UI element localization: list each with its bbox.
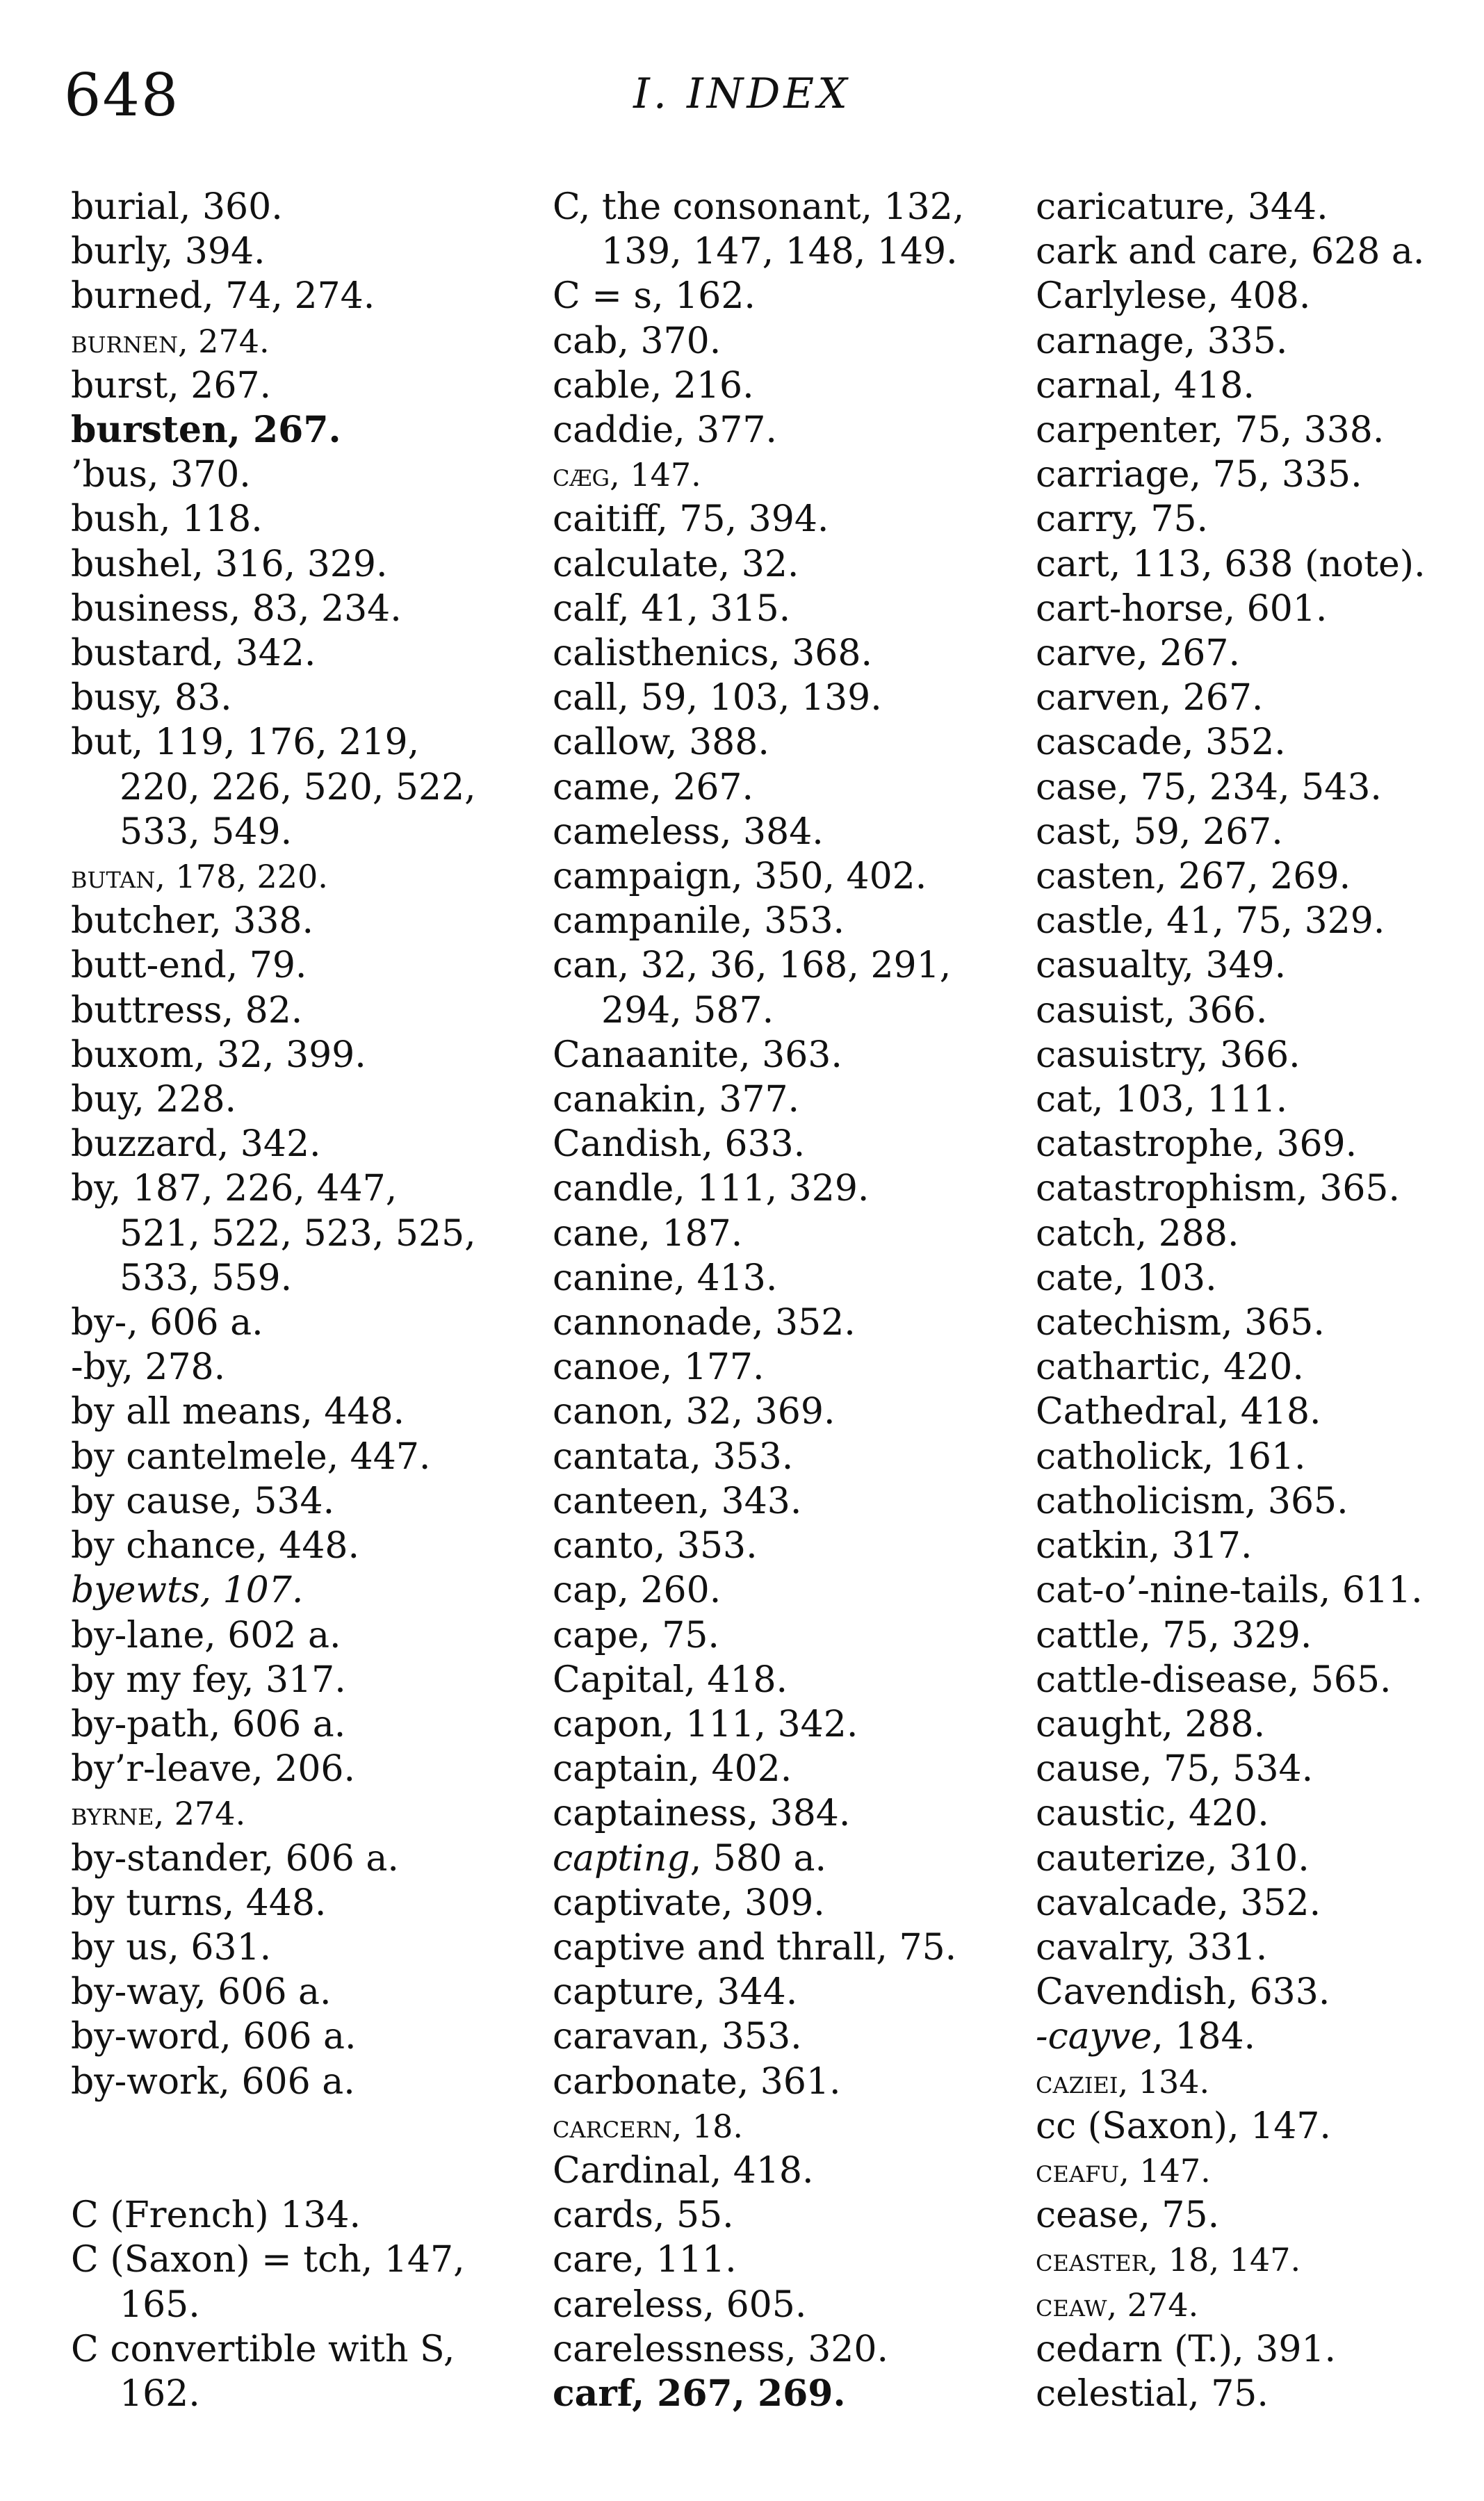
index-entry: carve, 267. (1036, 633, 1240, 675)
index-column-3 (1036, 185, 1467, 2416)
index-entry: catkin, 317. (1036, 1525, 1253, 1567)
index-entry: carelessness, 320. (553, 2328, 889, 2370)
index-entry: by all means, 448. (71, 1391, 405, 1433)
running-head: I. INDEX (633, 70, 851, 118)
index-entry: 162. (120, 2372, 200, 2415)
index-entry: casuist, 366. (1036, 989, 1268, 1032)
index-entry: capture, 344. (553, 1971, 798, 2014)
index-entry: butcher, 338. (71, 900, 314, 943)
index-entry: cause, 75, 534. (1036, 1748, 1314, 1791)
index-entry: by turns, 448. (71, 1882, 327, 1924)
index-entry: C convertible with S, (71, 2328, 455, 2370)
index-entry: C (French) 134. (71, 2194, 361, 2237)
index-entry: by-path, 606 a. (71, 1703, 346, 1745)
index-entry: careless, 605. (553, 2283, 807, 2326)
index-entry: but, 119, 176, 219, (71, 722, 420, 764)
index-entry: burst, 267. (71, 364, 272, 407)
index-entry: bushel, 316, 329. (71, 543, 388, 585)
index-entry: buy, 228. (71, 1079, 237, 1121)
index-entry: C, the consonant, 132, (553, 186, 965, 228)
index-entry: by, 187, 226, 447, (71, 1168, 398, 1210)
index-entry: catch, 288. (1036, 1212, 1239, 1255)
index-entry: case, 75, 234, 543. (1036, 766, 1382, 808)
index-entry: cape, 75. (553, 1614, 719, 1656)
index-entry: calisthenics, 368. (553, 633, 873, 675)
index-entry: caddie, 377. (553, 409, 777, 452)
index-entry: byrne, 274. (71, 1795, 246, 1833)
index-entry: by-lane, 602 a. (71, 1614, 341, 1656)
index-entry: cart, 113, 638 (note). (1036, 543, 1426, 585)
index-entry: cantata, 353. (553, 1435, 794, 1478)
index-entry: came, 267. (553, 766, 754, 808)
index-entry: -by, 278. (71, 1346, 226, 1389)
index-entry: by-way, 606 a. (71, 1971, 332, 2014)
index-entry: bustard, 342. (71, 633, 316, 675)
index-entry: Canaanite, 363. (553, 1034, 842, 1076)
index-entry: cark and care, 628 a. (1036, 231, 1425, 273)
index-entry: cascade, 352. (1036, 722, 1286, 764)
index-entry: calf, 41, 315. (553, 587, 791, 630)
index-entry: by-, 606 a. (71, 1302, 263, 1344)
index-entry: cat-o’-nine-tails, 611. (1036, 1570, 1423, 1612)
index-entry: bush, 118. (71, 498, 263, 541)
index-entry: catastrophe, 369. (1036, 1123, 1357, 1166)
index-entry: cavalcade, 352. (1036, 1882, 1321, 1924)
index-entry: burnen, 274. (71, 322, 270, 360)
index-entry: C (Saxon) = tch, 147, (71, 2239, 465, 2281)
index-entry-italic-term: capting (553, 1837, 690, 1880)
blank-line (71, 2104, 502, 2149)
index-entry: by chance, 448. (71, 1525, 360, 1567)
index-entry: canakin, 377. (553, 1079, 800, 1121)
index-entry: 533, 559. (120, 1257, 293, 1299)
index-column-1 (71, 185, 502, 2416)
index-entry: cannonade, 352. (553, 1302, 856, 1344)
index-column-2 (553, 185, 997, 2416)
index-entry: cable, 216. (553, 364, 754, 407)
index-entry: celestial, 75. (1036, 2372, 1269, 2415)
index-entry: cattle, 75, 329. (1036, 1614, 1312, 1656)
index-entry: cauterize, 310. (1036, 1837, 1310, 1880)
index-entry: by-stander, 606 a. (71, 1837, 399, 1880)
index-entry: butt-end, 79. (71, 945, 307, 987)
index-entry: Cavendish, 633. (1036, 1971, 1330, 2014)
page-number: 648 (64, 61, 180, 129)
index-entry: C = s, 162. (553, 275, 756, 318)
index-entry: carbonate, 361. (553, 2060, 841, 2103)
index-entry: carpenter, 75, 338. (1036, 409, 1385, 452)
index-entry: busy, 83. (71, 677, 232, 719)
index-entry: cavalry, 331. (1036, 1926, 1268, 1969)
index-entry: 533, 549. (120, 810, 293, 853)
index-entry: 294, 587. (601, 989, 774, 1032)
index-entry: candle, 111, 329. (553, 1168, 870, 1210)
index-entry: 220, 226, 520, 522, (120, 766, 476, 808)
index-entry: ceafu, 147. (1036, 2151, 1211, 2190)
index-entry: catholicism, 365. (1036, 1480, 1348, 1522)
index-entry: canon, 32, 369. (553, 1391, 835, 1433)
index-entry: carven, 267. (1036, 677, 1264, 719)
index-entry: butan, 178, 220. (71, 858, 328, 896)
index-entry-references: , 184. (1152, 2016, 1256, 2058)
index-entry: business, 83, 234. (71, 587, 402, 630)
index-entry: captivate, 309. (553, 1882, 825, 1924)
index-entry: by-word, 606 a. (71, 2016, 357, 2058)
index-entry: care, 111. (553, 2239, 737, 2281)
index-entry: caustic, 420. (1036, 1793, 1269, 1835)
index-entry (553, 1836, 997, 1881)
index-entry: burly, 394. (71, 231, 266, 273)
index-entry: burned, 74, 274. (71, 275, 375, 318)
index-entry: calculate, 32. (553, 543, 799, 585)
index-entry: by us, 631. (71, 1926, 272, 1969)
index-entry: can, 32, 36, 168, 291, (553, 945, 952, 987)
index-entry: by my fey, 317. (71, 1659, 346, 1701)
index-entry: cards, 55. (553, 2194, 734, 2237)
index-entry: carriage, 75, 335. (1036, 454, 1362, 496)
index-entry: carf, 267, 269. (553, 2372, 846, 2415)
index-entry: Cardinal, 418. (553, 2149, 814, 2192)
index-entry: catechism, 365. (1036, 1302, 1325, 1344)
index-entry: 139, 147, 148, 149. (601, 231, 958, 273)
index-entry: burial, 360. (71, 186, 283, 228)
index-entry: call, 59, 103, 139. (553, 677, 882, 719)
index-entry: Capital, 418. (553, 1659, 788, 1701)
index-entry: cc (Saxon), 147. (1036, 2105, 1331, 2147)
index-entry: cast, 59, 267. (1036, 810, 1283, 853)
index-entry: caricature, 344. (1036, 186, 1328, 228)
index-entry: carnage, 335. (1036, 320, 1288, 362)
index-entry: casuistry, 366. (1036, 1034, 1300, 1076)
index-entry: cab, 370. (553, 320, 721, 362)
index-entry: canto, 353. (553, 1525, 758, 1567)
index-entry: buttress, 82. (71, 989, 303, 1032)
index-entry: catastrophism, 365. (1036, 1168, 1401, 1210)
index-entry (1036, 2014, 1467, 2059)
index-entry: canteen, 343. (553, 1480, 802, 1522)
index-entry: Carlylese, 408. (1036, 275, 1311, 318)
index-entry: catholick, 161. (1036, 1435, 1306, 1478)
index-entry: buzzard, 342. (71, 1123, 321, 1166)
index-entry: castle, 41, 75, 329. (1036, 900, 1385, 943)
index-entry: buxom, 32, 399. (71, 1034, 366, 1076)
index-entry: cæg, 147. (553, 456, 701, 494)
index-entry: caziei, 134. (1036, 2062, 1210, 2101)
index-entry: cate, 103. (1036, 1257, 1217, 1299)
index-entry: captive and thrall, 75. (553, 1926, 957, 1969)
index-entry: callow, 388. (553, 722, 769, 764)
index-entry: cat, 103, 111. (1036, 1079, 1288, 1121)
index-entry-references: , 580 a. (690, 1837, 827, 1880)
index-entry: carry, 75. (1036, 498, 1209, 541)
index-entry: cameless, 384. (553, 810, 824, 853)
index-entry: ceaster, 18, 147. (1036, 2241, 1301, 2279)
index-entry: campaign, 350, 402. (553, 856, 927, 898)
index-entry: capon, 111, 342. (553, 1703, 858, 1745)
index-entry: canoe, 177. (553, 1346, 765, 1389)
index-entry-italic-term: -cayve (1036, 2016, 1152, 2058)
index-entry: by cause, 534. (71, 1480, 335, 1522)
index-entry: by’r-leave, 206. (71, 1748, 356, 1791)
index-entry: carcern, 18. (553, 2107, 744, 2145)
index-entry: ’bus, 370. (71, 454, 251, 496)
index-entry: byewts, 107. (71, 1570, 304, 1612)
index-entry: cane, 187. (553, 1212, 743, 1255)
index-entry: bursten, 267. (71, 409, 341, 452)
index-entry: 165. (120, 2283, 200, 2326)
index-entry: casten, 267, 269. (1036, 856, 1351, 898)
index-entry: casualty, 349. (1036, 945, 1287, 987)
index-entry: campanile, 353. (553, 900, 845, 943)
index-entry: cart-horse, 601. (1036, 587, 1328, 630)
index-entry: caitiff, 75, 394. (553, 498, 829, 541)
index-entry: canine, 413. (553, 1257, 778, 1299)
index-entry: ceaw, 274. (1036, 2286, 1199, 2324)
index-entry: 521, 522, 523, 525, (120, 1212, 476, 1255)
index-entry: cease, 75. (1036, 2194, 1220, 2237)
index-entry: cap, 260. (553, 1570, 721, 1612)
index-entry: by-work, 606 a. (71, 2060, 355, 2103)
index-entry: caught, 288. (1036, 1703, 1266, 1745)
index-entry: Cathedral, 418. (1036, 1391, 1321, 1433)
index-entry: by cantelmele, 447. (71, 1435, 431, 1478)
index-entry: cedarn (T.), 391. (1036, 2328, 1337, 2370)
index-entry: captain, 402. (553, 1748, 792, 1791)
index-entry: cathartic, 420. (1036, 1346, 1304, 1389)
index-entry: Candish, 633. (553, 1123, 806, 1166)
blank-line (71, 2149, 502, 2193)
index-entry: carnal, 418. (1036, 364, 1255, 407)
index-entry: caravan, 353. (553, 2016, 802, 2058)
index-entry: cattle-disease, 565. (1036, 1659, 1392, 1701)
index-entry: captainess, 384. (553, 1793, 851, 1835)
